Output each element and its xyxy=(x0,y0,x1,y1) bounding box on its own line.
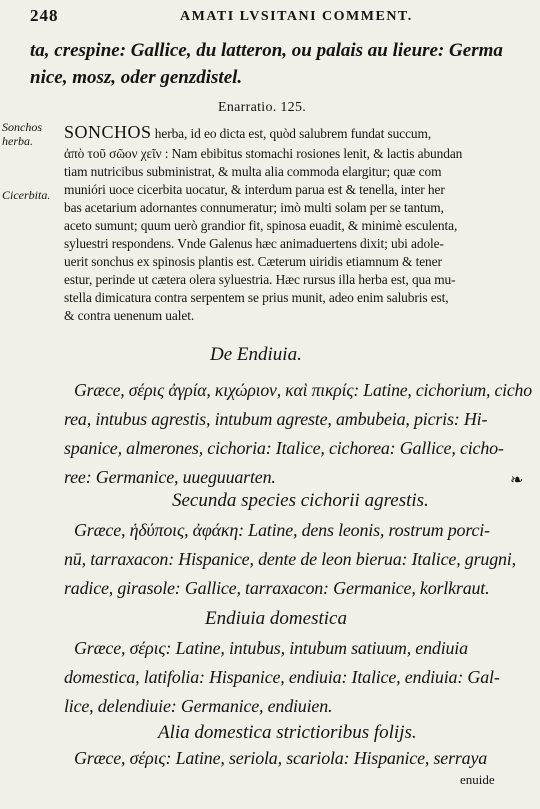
running-header xyxy=(30,6,530,28)
domestica-line-2: domestica, latifolia: Hispanice, endiuia: Italice, endiuia: Gal- xyxy=(64,667,500,687)
sonchos-line-11: & contra uenenum ualet. xyxy=(64,308,195,323)
running-title: AMATI LVSITANI COMMENT. xyxy=(180,9,413,24)
sonchos-line-2: ἀπὸ τοῦ σῶον χεῖν : Nam ebibitus stomachi rosiones lenit, & lactis abundan xyxy=(64,146,463,161)
sonchos-line-10: stella dimicatura contra serpentem se prius munit, adeo enim salubris est, xyxy=(64,290,449,305)
lead-line-2: nice, mosz, oder genzdistel. xyxy=(30,67,243,88)
lead-line-1: ta, crespine: Gallice, du latteron, ou palais au lieure: Germa xyxy=(30,40,503,61)
heading-endiuia-domestica: Endiuia domestica xyxy=(205,608,347,629)
sonchos-initial-word: SONCHOS xyxy=(64,122,152,142)
margin-note-sonchos: Sonchos herba. xyxy=(2,120,42,148)
sonchos-line-6: aceto sumunt; quum uerò grandior fit, spinosa euadit, & minimè esculenta, xyxy=(64,218,458,233)
endiuia-line-2: rea, intubus agrestis, intubum agreste, ambubeia, picris: Hi- xyxy=(64,409,488,429)
domestica-line-1: Græce, σέρις: Latine, intubus, intubum satiuum, endiuia xyxy=(74,638,468,658)
domestica-line-3: lice, delendiuie: Germanice, endiuien. xyxy=(64,696,333,716)
endiuia-line-1: Græce, σέρις ἀγρία, κιχώριον, καὶ πικρίς: Latine, cichorium, cicho xyxy=(74,380,532,400)
sonchos-line-9: estur, perinde ut cætera olera syluestria. Hæc rursus illa herba est, qua mu- xyxy=(64,272,456,287)
sonchos-line-3: tiam nutricibus subministrat, & multa alia commoda elargitur; quæ com xyxy=(64,164,442,179)
sonchos-line-5: bas acetarium adornantes connumeratur; imò multi solam per se tantum, xyxy=(64,200,444,215)
sonchos-line-1-text: herba, id eo dicta est, quòd salubrem fundat succum, xyxy=(151,126,432,141)
secunda-line-2: nū, tarraxacon: Hispanice, dente de leon bierua: Italice, grugni, xyxy=(64,549,516,569)
sonchos-line-4: munióri uoce cicerbita uocatur, & interdum parua est & tenella, inter her xyxy=(64,182,445,197)
heading-alia-domestica: Alia domestica strictioribus folijs. xyxy=(158,722,417,743)
page-number: 248 xyxy=(30,6,59,25)
heading-secunda-species: Secunda species cichorii agrestis. xyxy=(172,490,429,511)
sonchos-line-1 xyxy=(64,122,431,143)
endiuia-line-4: ree: Germanice, uueguuarten. xyxy=(64,467,276,487)
catchword: enuide xyxy=(460,772,495,787)
alia-line-1: Græce, σέρις: Latine, seriola, scariola: Hispanice, serraya xyxy=(74,748,488,768)
sonchos-line-8: uerit sonchus ex spinosis plantis est. Cæterum uiridis etiamnum & tener xyxy=(64,254,442,269)
secunda-line-3: radice, girasole: Gallice, tarraxacon: Germanice, korlkraut. xyxy=(64,578,490,598)
endiuia-line-3: spanice, almerones, cichoria: Italice, cichorea: Gallice, cicho- xyxy=(64,438,504,458)
margin-note-cicerbita: Cicerbita. xyxy=(2,188,51,202)
enarratio-title: Enarratio. 125. xyxy=(218,100,307,115)
sonchos-line-7: syluestri respondens. Vnde Galenus hæc animaduertens dixit; ubi adole- xyxy=(64,236,444,251)
flourish-icon: ❧ xyxy=(510,472,524,489)
heading-de-endiuia: De Endiuia. xyxy=(210,344,302,365)
secunda-line-1: Græce, ἡδύποις, ἀφάκη: Latine, dens leonis, rostrum porci- xyxy=(74,520,490,540)
